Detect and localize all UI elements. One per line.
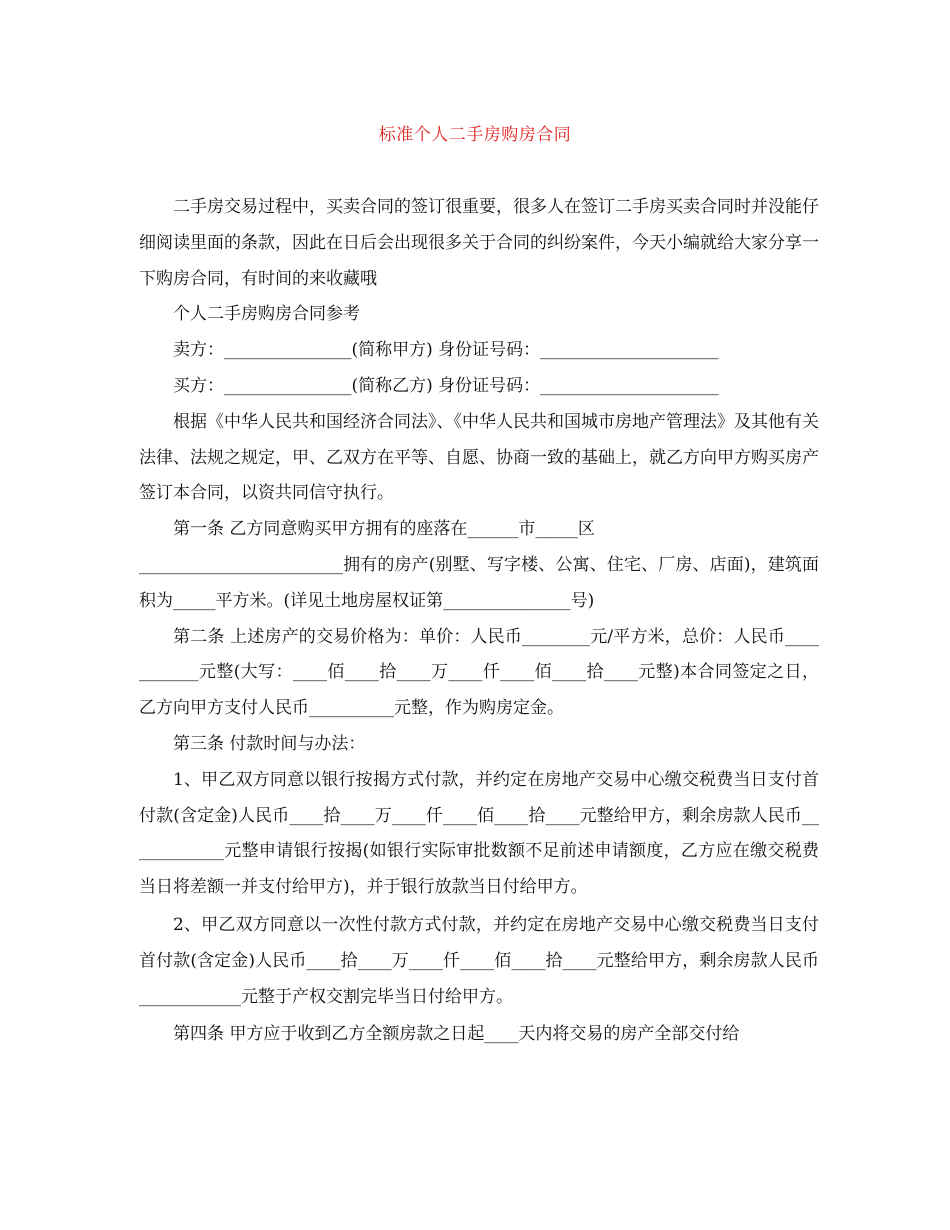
paragraph-article-4: 第四条 甲方应于收到乙方全额房款之日起____天内将交易的房产全部交付给 [173,1024,740,1045]
paragraph-article-3-item-2: 2、甲乙双方同意以一次性付款方式付款，并约定在房地产交易中心缴交税费当日支付首付款(含定金)人民币____拾____万____仟____佰____拾____元整给甲方，剩余房款人民币____________元整于产权交割完毕当日付给甲方。 [139,914,819,1007]
paragraph-intro: 二手房交易过程中，买卖合同的签订很重要，很多人在签订二手房买卖合同时并没能仔细阅读里面的条款，因此在日后会出现很多关于合同的纠纷案件，今天小编就给大家分享一下购房合同，有时间的来收藏哦 [139,197,819,289]
document-body [139,190,819,1053]
paragraph-article-2: 第二条 上述房产的交易价格为：单价：人民币________元/平方米，总价：人民币___________元整(大写：____佰____拾____万____仟____佰____拾____元整)本合同签定之日，乙方向甲方支付人民币__________元整，作为购房定金。 [139,626,819,719]
paragraph-buyer: 买方：_______________(简称乙方) 身份证号码：_____________________ [173,375,719,396]
paragraph-legal-basis: 根据《中华人民共和国经济合同法》、《中华人民共和国城市房地产管理法》及其他有关法律、法规之规定，甲、乙双方在平等、自愿、协商一致的基础上，就乙方向甲方购买房产签订本合同，以资共同信守执行。 [139,411,819,504]
paragraph-article-3: 第三条 付款时间与办法： [173,733,366,754]
paragraph-article-1: 第一条 乙方同意购买甲方拥有的座落在______市_____区 ________________________拥有的房产(别墅、写字楼、公寓、住宅、厂房、店面)，建筑面积为_____平方米。(详见土地房屋权证第_______________号) [139,519,819,611]
paragraph-seller: 卖方：_______________(简称甲方) 身份证号码：_____________________ [173,340,719,361]
document-title: 标准个人二手房购房合同 [378,125,572,145]
paragraph-subtitle: 个人二手房购房合同参考 [173,304,360,325]
paragraph-article-3-item-1: 1、甲乙双方同意以银行按揭方式付款，并约定在房地产交易中心缴交税费当日支付首付款(含定金)人民币____拾____万____仟____佰____拾____元整给甲方，剩余房款人民币____________元整申请银行按揭(如银行实际审批数额不足前述申请额度，乙方应在缴交税费当日将差额一并支付给甲方)，并于银行放款当日付给甲方。 [139,769,819,898]
